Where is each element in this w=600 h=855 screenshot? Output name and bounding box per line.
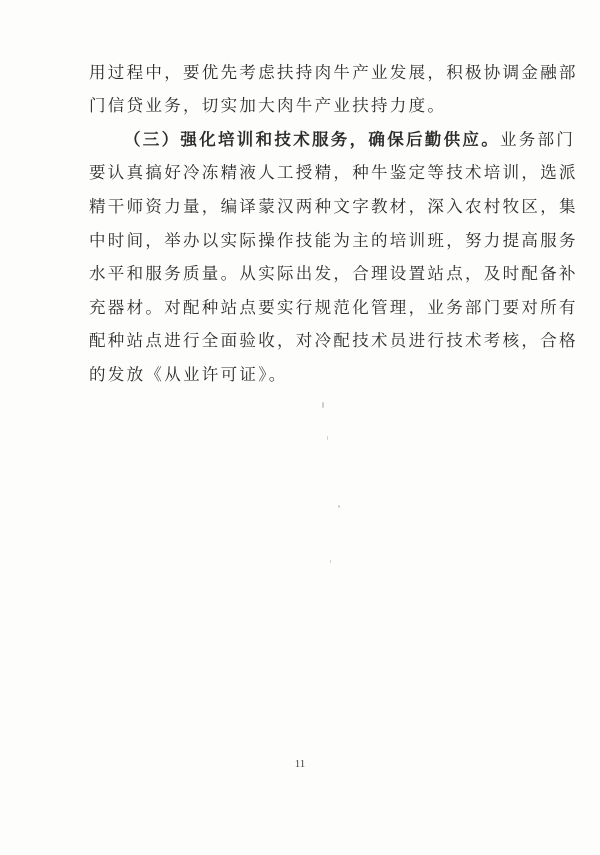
line-text: 水平和服务质量。从实际出发，合理设置站点，及时配备补 bbox=[89, 264, 578, 283]
scan-speck bbox=[327, 436, 328, 440]
line-text: 用过程中，要优先考虑扶持肉牛产业发展，积极协调金融部 bbox=[89, 63, 578, 82]
line-text: 配种站点进行全面验收，对冷配技术员进行技术考核，合格 bbox=[89, 331, 578, 350]
text-line-6 bbox=[89, 230, 578, 252]
line-text: 的发放《从业许可证》。 bbox=[89, 365, 288, 384]
section-heading: （三）强化培训和技术服务，确保后勤供应。 bbox=[124, 130, 500, 149]
line-text: 业务部门 bbox=[500, 130, 576, 149]
line-text: 要认真搞好冷冻精液人工授精，种牛鉴定等技术培训，选派 bbox=[89, 163, 578, 182]
text-line-7 bbox=[89, 263, 578, 285]
line-text: 门信贷业务，切实加大肉牛产业扶持力度。 bbox=[89, 96, 447, 115]
text-line-8 bbox=[89, 297, 578, 319]
scan-speck bbox=[330, 560, 331, 563]
text-line-1 bbox=[89, 62, 578, 84]
line-text: 充器材。对配种站点要实行规范化管理，业务部门要对所有 bbox=[89, 298, 578, 317]
text-line-5 bbox=[89, 196, 578, 218]
page-number: 11 bbox=[294, 758, 306, 770]
text-line-3 bbox=[124, 129, 575, 151]
line-text: 精干师资力量，编译蒙汉两种文字教材，深入农村牧区，集 bbox=[89, 197, 578, 216]
text-line-10 bbox=[89, 364, 288, 386]
text-line-4 bbox=[89, 162, 578, 184]
scan-speck bbox=[338, 505, 340, 508]
scan-speck bbox=[322, 402, 324, 408]
text-line-2 bbox=[89, 95, 446, 117]
line-text: 中时间，举办以实际操作技能为主的培训班，努力提高服务 bbox=[89, 231, 578, 250]
text-line-9 bbox=[89, 330, 578, 352]
